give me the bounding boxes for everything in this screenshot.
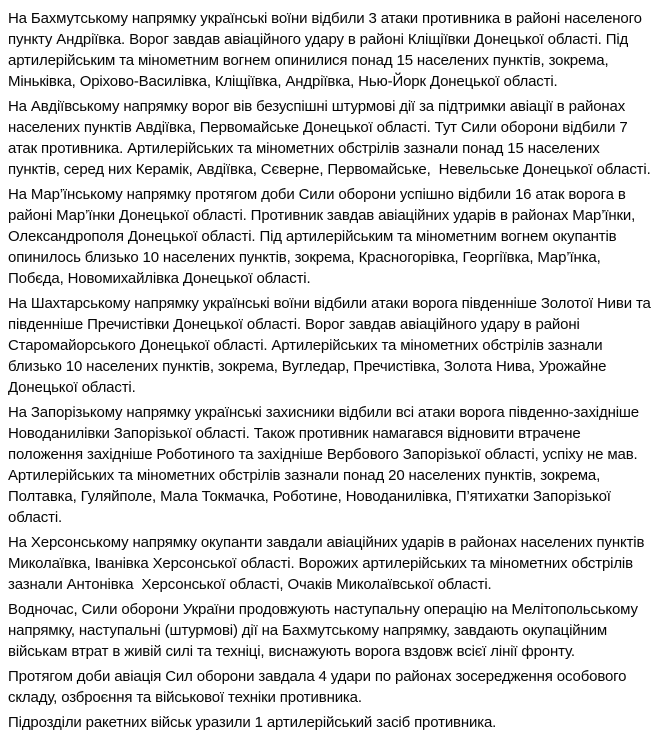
paragraph-aviation-strikes: Протягом доби авіація Сил оборони завдала 4 удари по районах зосередження особового складу, озброєння та військової техніки противника. bbox=[8, 668, 631, 706]
paragraph-shakhtarsk-direction: На Шахтарському напрямку українські воїни відбили атаки ворога південніше Золотої Ниви та південніше Пречистівки Донецької області. Ворог завдав авіаційного удару в районі Старомайорського Донецької області. Артилерійських та мінометних обстрілів зазнали близько 10 населених пунктів, зокрема, Вугледар, Пречистівка, Золота Нива, Урожайне Донецької області. bbox=[8, 295, 655, 396]
paragraph-missile-forces: Підрозділи ракетних військ уразили 1 артилерійський засіб противника. bbox=[8, 714, 497, 731]
paragraph-offensive-operations: Водночас, Сили оборони України продовжують наступальну операцію на Мелітопольському напрямку, наступальні (штурмові) дії на Бахмутському напрямку, завдають окупаційним військам втрат в живій силі та техніці, виснажують ворога вздовж всієї лінії фронту. bbox=[8, 601, 642, 660]
paragraph-marinka-direction: На Мар’їнському напрямку протягом доби Сили оборони успішно відбили 16 атак ворога в районі Мар’їнки Донецької області. Противник завдав авіаційних ударів в районах Мар’їнки, Олександрополя Донецької області. Під артилерійським та мінометним вогнем окупантів опинилось близько 10 населених пунктів, зокрема, Красногорівка, Георгіївка, Мар’їнка, Побєда, Новомихайлівка Донецької області. bbox=[8, 186, 640, 287]
paragraph-kherson-direction: На Херсонському напрямку окупанти завдали авіаційних ударів в районах населених пунктів Миколаївка, Іванівка Херсонської області. Ворожих артилерійських та мінометних обстрілів зазнали Антонівка Херсонської області, Очаків Миколаївської області. bbox=[8, 534, 649, 593]
paragraph-bakhmut-direction: На Бахмутському напрямку українські воїни відбили 3 атаки противника в районі населеного пункту Андріївка. Ворог завдав авіаційного удару в районі Кліщіївки Донецької області. Під артилерійським та мінометним вогнем опинилися понад 15 населених пунктів, зокрема, Міньківка, Оріхово-Василівка, Кліщіївка, Андріївка, Нью-Йорк Донецької області. bbox=[8, 10, 646, 90]
paragraph-zaporizhzhia-direction: На Запорізькому напрямку українські захисники відбили всі атаки ворога південно-західніше Новоданилівки Запорізької області. Також противник намагався відновити втрачене положення західніше Роботиного та західніше Вербового Запорізької області, успіху не мав. Артилерійських та мінометних обстрілів зазнали понад 20 населених пунктів, зокрема, Полтавка, Гуляйполе, Мала Токмачка, Роботине, Новоданилівка, П’ятихатки Запорізької області. bbox=[8, 404, 644, 526]
paragraph-avdiivka-direction: На Авдіївському напрямку ворог вів безуспішні штурмові дії за підтримки авіації в районах населених пунктів Авдіївка, Первомайське Донецької області. Тут Сили оборони відбили 7 атак противника. Артилерійських та мінометних обстрілів зазнали понад 15 населених пунктів, серед них Керамік, Авдіївка, Сєверне, Первомайське, Невельське Донецької області. bbox=[8, 98, 651, 178]
